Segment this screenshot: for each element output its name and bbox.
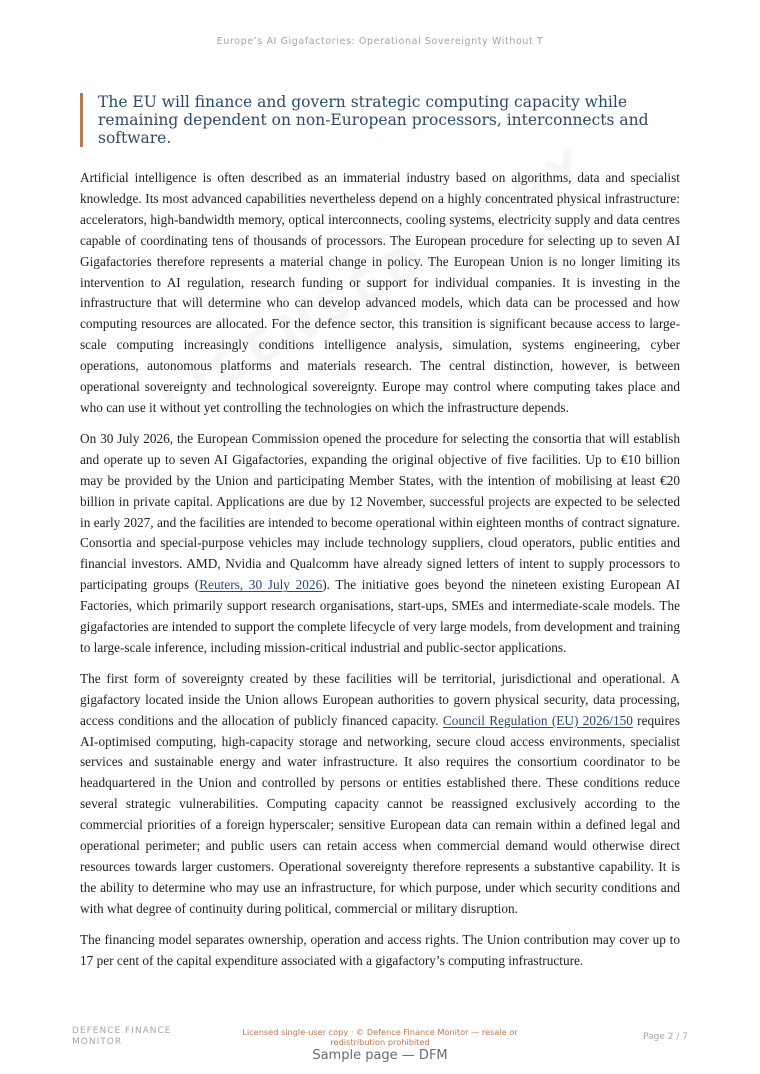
paragraph-2-text-b: ). The initiative goes beyond the nineteen existing European AI Factories, which primarily support research organisations, start-ups, SMEs and intermediate-scale models. The gigafactories are intended to support the complete lifecycle of very large models, from development and training to large-scale inference, including mission-critical industrial and public-sector applications. <box>80 577 680 655</box>
article-body <box>80 168 680 972</box>
page-number: Page 2 / 7 <box>643 1032 688 1042</box>
paragraph-2-text-a: On 30 July 2026, the European Commission opened the procedure for selecting the consortia that will establish and operate up to seven AI Gigafactories, expanding the original objective of five facilities. Up to €10 billion may be provided by the Union and participating Member States, with the intention of mobilising at least €20 billion in private capital. Applications are due by 12 November, successful projects are expected to be selected in early 2027, and the facilities are intended to become operational within eighteen months of contract signature. Consortia and special-purpose vehicles may include technology suppliers, cloud operators, public entities and financial investors. AMD, Nvidia and Qualcomm have already signed letters of intent to supply processors to participating groups ( <box>80 430 680 593</box>
paragraph-4: The financing model separates ownership, operation and access rights. The Union contribution may cover up to 17 per cent of the capital expenditure associated with a gigafactory’s computing infrastructure. <box>80 931 680 968</box>
license-notice: Licensed single-user copy · © Defence Finance Monitor — resale or redistribution prohibited <box>242 1027 518 1047</box>
pull-quote: The EU will finance and govern strategic computing capacity while remaining dependent on non-European processors, interconnects and software. <box>80 93 668 147</box>
paragraph-2 <box>80 429 680 659</box>
footer-brand: DEFENCE FINANCE MONITOR <box>72 1026 172 1047</box>
sample-page-label: Sample page — DFM <box>312 1048 448 1063</box>
paragraph-3-text-b: requires AI-optimised computing, high-capacity storage and networking, secure cloud access environments, specialist services and sustainable energy and water infrastructure. It also requires the consortium coordinator to be headquartered in the Union and controlled by persons or entities established there. These conditions reduce several strategic vulnerabilities. Computing capacity cannot be reassigned exclusively according to the commercial priorities of a foreign hyperscaler; sensitive European data can remain within a defined legal and operational perimeter; and public users can retain access when commercial demand would otherwise direct resources towards larger customers. Operational sovereignty therefore represents a substantive capability. It is the ability to determine who may use an infrastructure, for which purpose, under which security conditions and with what degree of continuity during political, commercial or military disruption. <box>80 712 680 916</box>
council-regulation-link[interactable]: Council Regulation (EU) 2026/150 <box>442 712 633 728</box>
paragraph-1: Artificial intelligence is often described as an immaterial industry based on algorithms, data and specialist knowledge. Its most advanced capabilities nevertheless depend on a highly concentrated physical infrastructure: accelerators, high-bandwidth memory, optical interconnects, cooling systems, electricity supply and data centres capable of coordinating tens of thousands of processors. The European procedure for selecting up to seven AI Gigafactories therefore represents a material change in policy. The European Union is no longer limiting its intervention to AI regulation, research funding or support for individual companies. It is investing in the infrastructure that will determine who can develop advanced models, which data can be processed and how computing resources are allocated. For the defence sector, this transition is significant because access to large-scale computing increasingly conditions intelligence analysis, simulation, systems engineering, cyber operations, autonomous platforms and materials research. The central distinction, however, is between operational sovereignty and technological sovereignty. Europe may control where computing takes place and who can use it without yet controlling the technologies on which the infrastructure depends. <box>80 170 680 415</box>
paragraph-3-text-a: The first form of sovereignty created by these facilities will be territorial, jurisdictional and operational. A gigafactory located inside the Union allows European authorities to govern physical security, data processing, access conditions and the allocation of publicly financed capacity. <box>80 670 680 728</box>
reuters-citation-link[interactable]: Reuters, 30 July 2026 <box>199 577 323 593</box>
running-header: Europe’s AI Gigafactories: Operational Sovereignty Without T <box>216 36 544 47</box>
paragraph-3 <box>80 669 680 920</box>
